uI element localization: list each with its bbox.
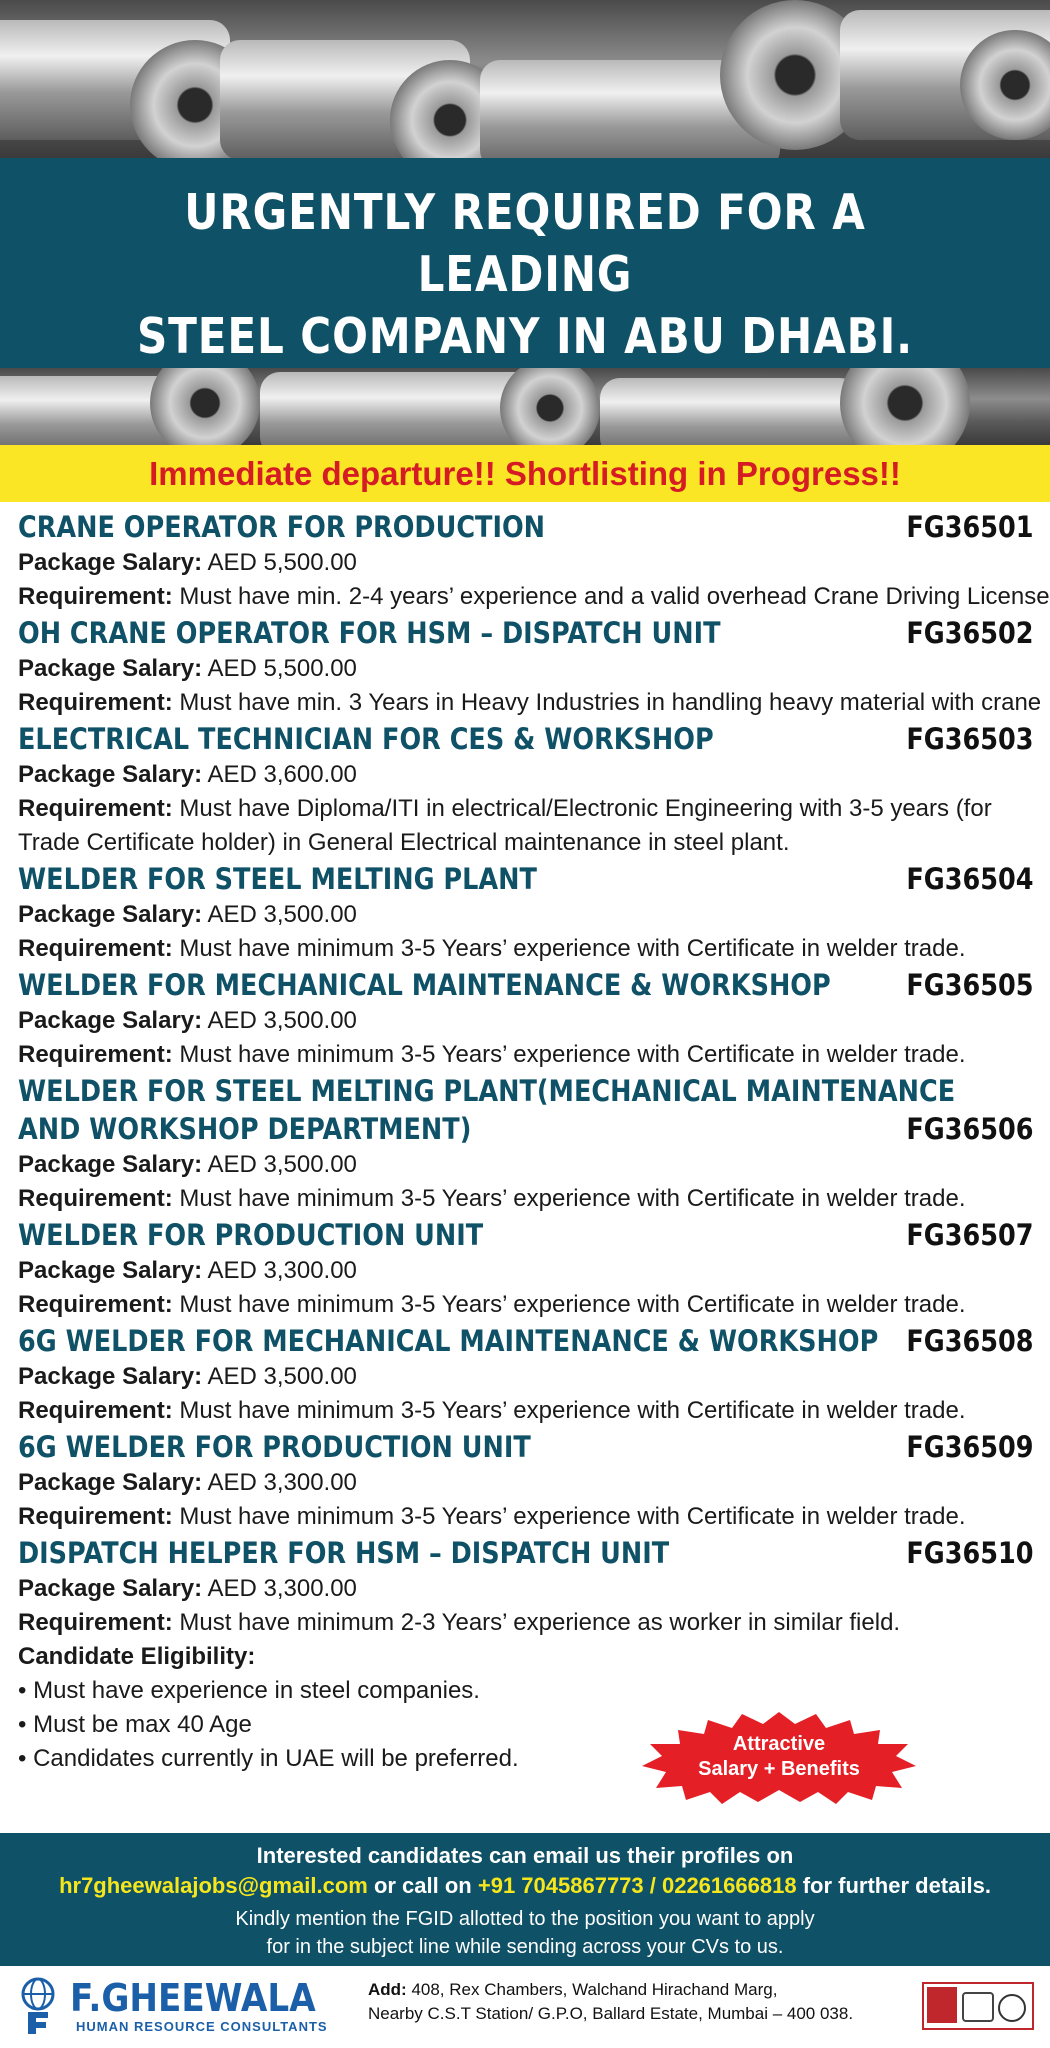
requirement-label: Requirement: (18, 583, 173, 610)
eligibility-item: • Must be max 40 Age (18, 1711, 252, 1738)
job-requirement (18, 792, 1018, 860)
headline (74, 158, 977, 368)
salary-label: Package Salary: (18, 1363, 203, 1390)
certification-logo (922, 1982, 1034, 2030)
job-salary (18, 898, 1034, 932)
requirement-value: Must have Diploma/ITI in electrical/Electronic Engineering with 3-5 years (for Trade Certificate holder) in General Electrical maintenance in steel plant. (18, 795, 992, 856)
job-code: FG36510 (906, 1536, 1034, 1570)
address-line-2: Nearby C.S.T Station/ G.P.O, Ballard Estate, Mumbai – 400 038. (368, 2004, 854, 2023)
steel-coils-image-bottom (0, 368, 1050, 445)
immediate-departure-text: Immediate departure!! Shortlisting in Progress!! (149, 455, 901, 492)
requirement-value: Must have min. 3 Years in Heavy Industries in handling heavy material with crane (179, 689, 1042, 716)
job-code: FG36509 (906, 1430, 1034, 1464)
salary-value: AED 5,500.00 (207, 549, 357, 576)
job-salary (18, 652, 1034, 686)
job-title: WELDER FOR STEEL MELTING PLANT(MECHANICAL MAINTENANCE AND WORKSHOP DEPARTMENT) (18, 1074, 956, 1146)
address-line-1 (368, 1978, 908, 2002)
salary-value: AED 3,300.00 (207, 1575, 357, 1602)
job-item (18, 614, 1042, 720)
requirement-label: Requirement: (18, 1185, 173, 1212)
job-requirement (18, 686, 1042, 720)
job-salary (18, 1466, 1034, 1500)
eligibility-item: • Must have experience in steel companies. (18, 1677, 480, 1704)
job-item (18, 1534, 1034, 1640)
requirement-label: Requirement: (18, 1291, 173, 1318)
fgid-note-line-1: Kindly mention the FGID allotted to the position you want to apply (235, 1908, 815, 1930)
eligibility-title: Candidate Eligibility: (18, 1643, 256, 1670)
requirement-label: Requirement: (18, 689, 173, 716)
company-address (368, 1978, 908, 2026)
job-list (18, 508, 1050, 1776)
salary-label: Package Salary: (18, 901, 203, 928)
email-link[interactable]: hr7gheewalajobs@gmail.com (59, 1873, 368, 1898)
job-title: WELDER FOR PRODUCTION UNIT (18, 1218, 484, 1252)
salary-value: AED 3,300.00 (207, 1257, 357, 1284)
headline-line-2: STEEL COMPANY IN ABU DHABI. (136, 308, 914, 365)
badge-line-1: Attractive (732, 1733, 826, 1755)
job-salary (18, 758, 1034, 792)
job-item (18, 720, 1034, 860)
job-code: FG36504 (906, 862, 1034, 896)
salary-value: AED 3,500.00 (207, 1151, 357, 1178)
job-requirement (18, 580, 1050, 614)
job-code: FG36501 (906, 510, 1034, 544)
job-salary (18, 1254, 1034, 1288)
job-title: WELDER FOR MECHANICAL MAINTENANCE & WORKSHOP (18, 968, 831, 1002)
job-salary (18, 1004, 1034, 1038)
address-text-1: 408, Rex Chambers, Walchand Hirachand Marg, (406, 1980, 778, 1999)
job-code: FG36508 (906, 1324, 1034, 1358)
steel-coils-image-top (0, 0, 1050, 158)
job-item (18, 1072, 1034, 1216)
headline-line-1: URGENTLY REQUIRED FOR A LEADING (184, 184, 866, 303)
salary-value: AED 3,600.00 (207, 761, 357, 788)
brand-name: F.GHEEWALA (70, 1976, 316, 2020)
brand-tagline: HUMAN RESOURCE CONSULTANTS (76, 2019, 328, 2034)
requirement-value: Must have minimum 3-5 Years’ experience with Certificate in welder trade. (179, 1291, 966, 1318)
job-salary (18, 1360, 1034, 1394)
salary-value: AED 3,500.00 (207, 1363, 357, 1390)
job-item (18, 1428, 1034, 1534)
eligibility-item: • Candidates currently in UAE will be preferred. (18, 1745, 519, 1772)
job-title: ELECTRICAL TECHNICIAN FOR CES & WORKSHOP (18, 722, 714, 756)
contact-banner (0, 1833, 1050, 1966)
salary-label: Package Salary: (18, 549, 203, 576)
requirement-label: Requirement: (18, 1041, 173, 1068)
salary-label: Package Salary: (18, 761, 203, 788)
job-salary (18, 1572, 1034, 1606)
job-item (18, 860, 1034, 966)
requirement-value: Must have min. 2-4 years’ experience and a valid overhead Crane Driving License (179, 583, 1050, 610)
phone-numbers[interactable]: +91 7045867773 / 02261666818 (477, 1873, 797, 1898)
badge-line-2: Salary + Benefits (698, 1758, 860, 1780)
requirement-value: Must have minimum 3-5 Years’ experience with Certificate in welder trade. (179, 1041, 966, 1068)
immediate-departure-banner (0, 445, 1050, 502)
salary-label: Package Salary: (18, 1469, 203, 1496)
headline-banner (0, 158, 1050, 368)
fgid-note-line-2: for in the subject line while sending across your CVs to us. (266, 1936, 784, 1958)
badge-text (640, 1732, 918, 1782)
fgid-note (0, 1905, 1050, 1961)
requirement-value: Must have minimum 3-5 Years’ experience with Certificate in welder trade. (179, 1397, 966, 1424)
job-code: FG36505 (906, 968, 1034, 1002)
job-item (18, 508, 1050, 614)
salary-label: Package Salary: (18, 1151, 203, 1178)
salary-label: Package Salary: (18, 1007, 203, 1034)
salary-value: AED 3,500.00 (207, 1007, 357, 1034)
requirement-label: Requirement: (18, 1609, 173, 1636)
job-code: FG36503 (906, 722, 1034, 756)
job-title: 6G WELDER FOR MECHANICAL MAINTENANCE & WORKSHOP (18, 1324, 879, 1358)
job-salary (18, 1148, 1034, 1182)
job-title: WELDER FOR STEEL MELTING PLANT (18, 862, 537, 896)
job-title: 6G WELDER FOR PRODUCTION UNIT (18, 1430, 531, 1464)
footer (0, 1966, 1050, 2048)
requirement-label: Requirement: (18, 795, 173, 822)
salary-label: Package Salary: (18, 655, 203, 682)
job-item (18, 966, 1034, 1072)
salary-benefits-badge (640, 1710, 918, 1804)
further-details-text: for further details. (796, 1873, 991, 1898)
call-text: or call on (367, 1873, 478, 1898)
requirement-value: Must have minimum 3-5 Years’ experience with Certificate in welder trade. (179, 1185, 966, 1212)
salary-value: AED 3,300.00 (207, 1469, 357, 1496)
salary-label: Package Salary: (18, 1575, 203, 1602)
job-title: CRANE OPERATOR FOR PRODUCTION (18, 510, 546, 544)
job-title: DISPATCH HELPER FOR HSM – DISPATCH UNIT (18, 1536, 670, 1570)
job-requirement (18, 932, 1034, 966)
requirement-label: Requirement: (18, 1397, 173, 1424)
job-requirement (18, 1182, 1034, 1216)
requirement-value: Must have minimum 3-5 Years’ experience with Certificate in welder trade. (179, 1503, 966, 1530)
job-code: FG36507 (906, 1218, 1034, 1252)
job-code: FG36506 (906, 1112, 1034, 1146)
job-item (18, 1216, 1034, 1322)
job-requirement (18, 1038, 1034, 1072)
contact-intro: Interested candidates can email us their profiles on (256, 1843, 794, 1868)
requirement-value: Must have minimum 2-3 Years’ experience as worker in similar field. (179, 1609, 901, 1636)
job-code: FG36502 (906, 616, 1034, 650)
requirement-label: Requirement: (18, 1503, 173, 1530)
job-requirement (18, 1606, 1034, 1640)
job-salary (18, 546, 1034, 580)
address-label: Add: (368, 1980, 407, 1999)
job-title: OH CRANE OPERATOR FOR HSM – DISPATCH UNIT (18, 616, 721, 650)
contact-details (0, 1871, 1050, 1901)
salary-value: AED 3,500.00 (207, 901, 357, 928)
globe-logo-icon (14, 1976, 62, 2034)
job-requirement (18, 1500, 1034, 1534)
requirement-label: Requirement: (18, 935, 173, 962)
job-item (18, 1322, 1034, 1428)
requirement-value: Must have minimum 3-5 Years’ experience with Certificate in welder trade. (179, 935, 966, 962)
salary-label: Package Salary: (18, 1257, 203, 1284)
salary-value: AED 5,500.00 (207, 655, 357, 682)
job-requirement (18, 1394, 1034, 1428)
job-requirement (18, 1288, 1034, 1322)
